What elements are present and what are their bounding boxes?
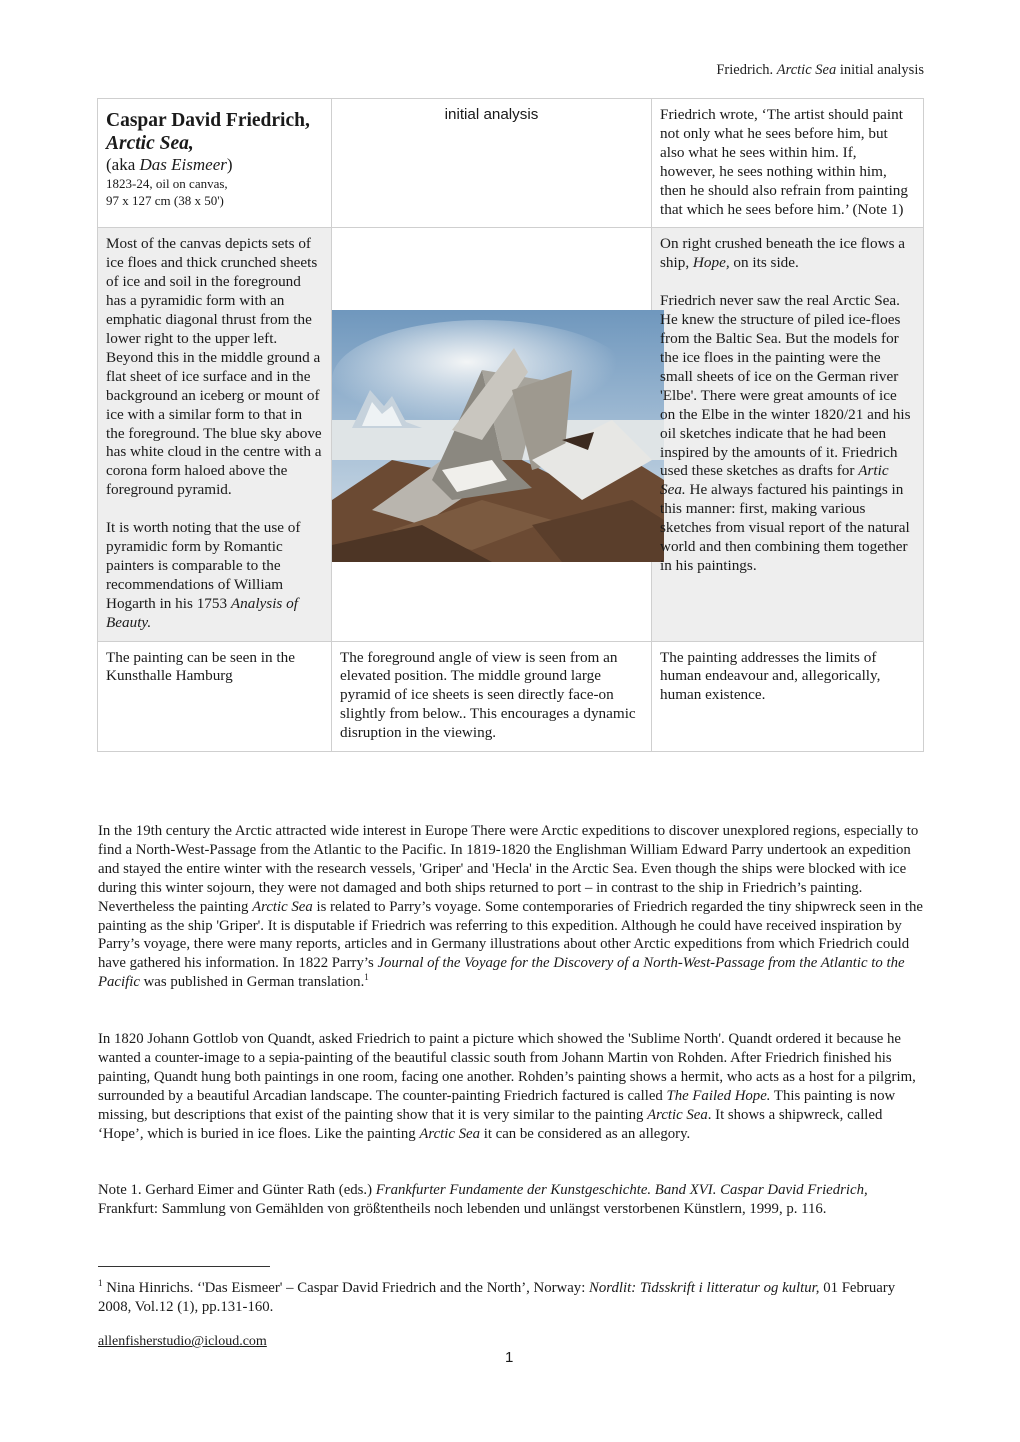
aka-title: (aka Das Eismeer) xyxy=(106,155,233,174)
title-cell xyxy=(98,99,332,228)
table-row xyxy=(98,641,924,752)
painting-cell xyxy=(332,228,652,641)
context-cell: On right crushed beneath the ice flows a ship, Hope, on its side. Friedrich never saw the real Arctic Sea. He knew the structure of piled ice-floes from the Baltic Sea. But the models for the ice floes in the painting were the small sheets of ice on the German river 'Elbe'. There were great amounts of ice on the Elbe in the winter 1820/21 and his oil sketches indicate that he had been inspired by the amounts of it. Friedrich used these sketches as drafts for Artic Sea. He always factured his paintings in this manner: first, making various sketches from visual report of the natural world and then combining them together in his paintings. xyxy=(652,228,924,641)
painting-image xyxy=(332,310,664,562)
page-number: 1 xyxy=(505,1349,514,1366)
email-link[interactable]: allenfisherstudio@icloud.com xyxy=(98,1334,267,1349)
meaning-cell: The painting addresses the limits of human endeavour and, allegorically, human existence. xyxy=(652,641,924,752)
footnote: $^1$ Nina Hinrichs. ‘'Das Eismeer' – Caspar David Friedrich and the North’, Norway: Nordlit: Tidsskrift i litteratur og kultur, 01 February 2008, Vol.12 (1), pp.131-160. xyxy=(98,1278,896,1315)
description-cell: Most of the canvas depicts sets of ice floes and thick crunched sheets of ice and soil in the foreground has a pyramidic form with an emphatic diagonal thrust from the lower right to the upper left. Beyond this in the middle ground a flat sheet of ice surface and in the background an iceberg or mount of ice with a similar form to that in the foreground. The blue sky above has white cloud in the centre with a corona form haloed above the foreground pyramid. It is worth noting that the use of pyramidic form by Romantic painters is comparable to the recommendations of William Hogarth in his 1753 Analysis of Beauty. xyxy=(98,228,332,641)
note-1: Note 1. Gerhard Eimer and Günter Rath (eds.) Frankfurter Fundamente der Kunstgeschichte. Band XVI. Caspar David Friedrich, Frankfurt: Sammlung von Gemählden von größtentheils noch lebenden und unlängst verstorbenen Künstlern, 1999, p. 116. xyxy=(98,1182,868,1217)
body-paragraph-1: In the 19th century the Arctic attracted wide interest in Europe There were Arctic expeditions to discover unexplored regions, especially to find a North-West-Passage from the Atlantic to the Pacific. In 1819-1820 the Englishman William Edward Parry undertook an expedition and stayed the entire winter with the research vessels, 'Griper' and 'Hecla' in the Arctic Sea. Even though the ships were blocked with ice during this winter sojourn, they were not damaged and both ships returned to port – in contrast to the ship in Friedrich’s painting. Nevertheless the painting Arctic Sea is related to Parry’s voyage. Some contemporaries of Friedrich regarded the tiny shipwreck seen in the painting as the ship 'Griper'. It is disputable if Friedrich was referring to this expedition. Although he could have received inspiration by Parry’s voyage, there were many reports, articles and in Germany illustrations about other Arctic expeditions from which Friedrich could have gathered his information. In 1822 Parry’s Journal of the Voyage for the Discovery of a North-West-Passage from the Atlantic to the Pacific was published in German translation.$^1$ xyxy=(98,823,923,991)
location-cell: The painting can be seen in the Kunsthalle Hamburg xyxy=(98,641,332,752)
quote-cell: Friedrich wrote, ‘The artist should paint not only what he sees before him, but also what he sees within him. If, however, he sees nothing within him, then he should also refrain from painting that which he sees before him.’ (Note 1) xyxy=(652,99,924,228)
footnote-divider xyxy=(98,1266,270,1267)
dimensions: 97 x 127 cm (38 x 50') xyxy=(106,193,224,208)
table-row xyxy=(98,228,924,641)
running-header: Friedrich. Arctic Sea initial analysis xyxy=(716,62,924,78)
center-label-cell: initial analysis xyxy=(332,99,652,228)
date-medium: 1823-24, oil on canvas, xyxy=(106,176,228,191)
artist-title: Caspar David Friedrich, xyxy=(106,110,310,131)
viewpoint-cell: The foreground angle of view is seen from an elevated position. The middle ground large pyramid of ice sheets is seen directly face-on slightly from below.. This encourages a dynamic disruption in the viewing. xyxy=(332,641,652,752)
body-paragraph-2: In 1820 Johann Gottlob von Quandt, asked Friedrich to paint a picture which showed the 'Sublime North'. Quandt ordered it because he wanted a counter-image to a sepia-painting of the beautiful classic south from Johann Martin von Rohden. After Friedrich finished his painting, Quandt hung both paintings in one room, facing one another. Rohden’s painting shows a hermit, who acts as a host for a pilgrim, surrounded by a beautiful Arcadian landscape. The counter-painting Friedrich factured is called The Failed Hope. This painting is now missing, but descriptions that exist of the painting show that it is very similar to the painting Arctic Sea. It shows a shipwreck, called ‘Hope’, which is buried in ice floes. Like the painting Arctic Sea it can be considered as an allegory. xyxy=(98,1031,916,1142)
painting-title: Arctic Sea, xyxy=(106,133,194,154)
analysis-table xyxy=(97,98,924,752)
table-row xyxy=(98,99,924,228)
